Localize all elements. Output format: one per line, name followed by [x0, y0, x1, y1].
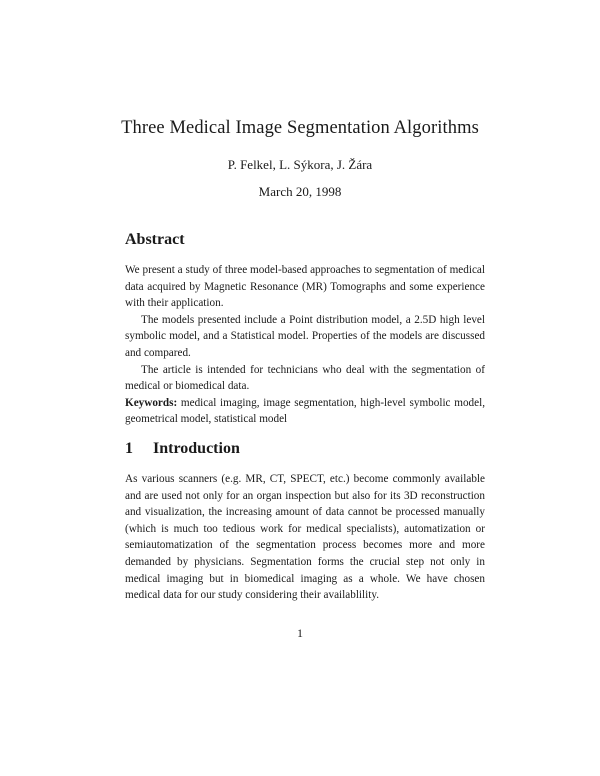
keywords-text: medical imaging, image segmentation, high-level symbolic model, geometrical model, statistical model [125, 396, 485, 426]
section-number: 1 [125, 440, 133, 457]
page-number: 1 [297, 626, 303, 640]
introduction-heading [125, 440, 240, 458]
introduction-paragraph: As various scanners (e.g. MR, CT, SPECT, etc.) become commonly available and are used not only for an organ inspection but also for its 3D reconstruction and visualization, the increasing amount of data cannot be processed manually (which is much too tedious work for medical specialists), automatization or semiautomatization of the segmentation process becomes more and more demanded by physicians. Segmentation forms the crucial step not only in medical imaging but in biomedical imaging as a whole. We have chosen medical data for our study considering their availablility. [125, 473, 485, 602]
keywords [125, 395, 485, 428]
abstract-body [125, 262, 485, 428]
paper-title: Three Medical Image Segmentation Algorithms [121, 118, 479, 138]
introduction-body [125, 471, 485, 604]
section-title: Introduction [153, 440, 240, 457]
abstract-paragraph-1: We present a study of three model-based approaches to segmentation of medical data acquired by Magnetic Resonance (MR) Tomographs and some experience with their application. [125, 264, 485, 310]
paper-authors: P. Felkel, L. Sýkora, J. Žára [227, 157, 373, 172]
paper-date: March 20, 1998 [258, 184, 342, 199]
abstract-paragraph-3: The article is intended for technicians who deal with the segmentation of medical or biomedical data. [125, 363, 485, 393]
abstract-paragraph-2: The models presented include a Point distribution model, a 2.5D high level symbolic model, and a Statistical model. Properties of the models are discussed and compared. [125, 313, 485, 359]
keywords-label: Keywords: [125, 396, 178, 409]
abstract-heading: Abstract [125, 231, 185, 248]
